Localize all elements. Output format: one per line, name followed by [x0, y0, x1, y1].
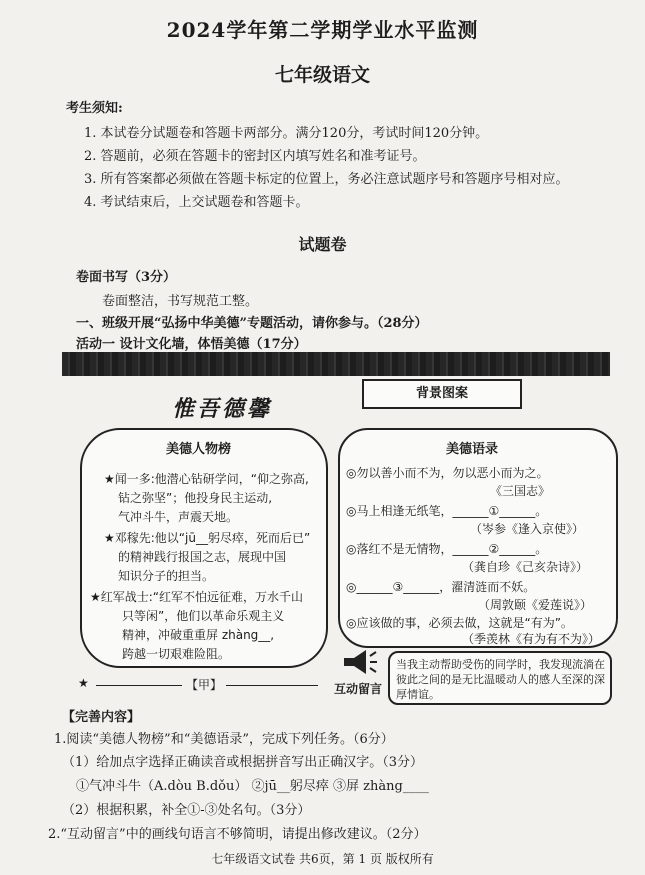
virtue-quotes-box: [338, 428, 618, 648]
banner-title: 惟吾德馨: [172, 396, 273, 422]
page-footer: 七年级语文试卷 共6页，第 1 页 版权所有: [211, 852, 434, 866]
questions-heading: 【完善内容】: [62, 710, 141, 725]
notice-item: 4. 考试结束后，上交试题卷和答题卡。: [84, 195, 309, 210]
box-line: ★红军战士:“红军不怕远征难，万水千山: [90, 590, 304, 604]
banner-strip: [62, 352, 610, 376]
notice-heading: 考生须知:: [66, 101, 123, 116]
quote-source: （季羡林《有为有不为》）: [462, 632, 601, 646]
quote-line: ◎______③______，濯清涟而不妖。: [346, 580, 536, 594]
virtue-quotes-heading: 美德语录: [446, 442, 499, 457]
message-text: 当我主动帮助受伤的同学时，我发现流淌在彼此之间的是无比温暖动人的感人至深的深厚情谊。: [396, 658, 605, 701]
question-2: 2.“互动留言”中的画线句语言不够简明，请提出修改建议。（2分）: [48, 827, 427, 842]
question-1-1: （1）给加点字选择正确读音或根据拼音写出正确汉字。（3分）: [62, 755, 424, 770]
banner-tab: 背景图案: [362, 379, 522, 409]
question-1: 1.阅读“美德人物榜”和“美德语录”，完成下列任务。（6分）: [54, 732, 394, 747]
handwriting-label: 卷面书写（3分）: [76, 270, 177, 285]
quote-line: ◎应该做的事，必须去做，这就是“有为”。: [346, 616, 573, 630]
quote-line: ◎勿以善小而不为，勿以恶小而为之。: [346, 466, 549, 480]
subject-title: 七年级语文: [274, 64, 370, 86]
box-line: 只等闲”，他们以革命乐观主义: [122, 609, 285, 623]
quote-source: （龚自珍《己亥杂诗》）: [462, 560, 589, 574]
box-line: 气冲斗牛，声震天地。: [118, 510, 239, 524]
notice-item: 3. 所有答案都必须做在答题卡标定的位置上，务必注意试题序号和答题序号相对应。: [84, 172, 569, 187]
quote-line: ◎落红不是无情物，______②______。: [346, 542, 548, 556]
exam-title: 2024学年第二学期学业水平监测: [166, 18, 479, 42]
notice-item: 1. 本试卷分试题卷和答题卡两部分。满分120分，考试时间120分钟。: [84, 126, 489, 141]
virtue-people-box: [80, 428, 328, 668]
message-label: 互动留言: [334, 682, 383, 696]
question-1-2: （2）根据积累，补全①-③处名句。（3分）: [62, 803, 311, 818]
box-line: 精神，冲破重重屏 zhàng__,: [122, 628, 275, 642]
left-footer-label: 【甲】: [182, 676, 226, 693]
activity1-title: 活动一 设计文化墙，体悟美德（17分）: [76, 337, 307, 352]
box-line: ★邓稼先:他以“jū__躬尽瘁，死而后已”: [104, 531, 311, 545]
part1-title: 一、班级开展“弘扬中华美德”专题活动，请你参与。（28分）: [76, 316, 428, 331]
section-title: 试题卷: [298, 235, 347, 254]
notice-item: 2. 答题前，必须在答题卡的密封区内填写姓名和准考证号。: [84, 149, 426, 164]
box-line: 跨越一切艰难险阻。: [122, 647, 231, 661]
question-1-1-options: ①气冲斗牛（A.dòu B.dǒu） ②jū__躬尽瘁 ③屏 zhàng____: [76, 779, 429, 794]
left-footer-star: ★: [78, 676, 89, 690]
virtue-people-heading: 美德人物榜: [166, 442, 232, 457]
box-line: 钻之弥坚”；他投身民主运动,: [118, 491, 273, 505]
box-line: ★闻一多:他潜心钻研学问，“仰之弥高,: [104, 472, 309, 486]
quote-source: 《三国志》: [490, 484, 551, 498]
handwriting-text: 卷面整洁，书写规范工整。: [102, 294, 259, 309]
box-line: 的精神践行报国之志，展现中国: [118, 550, 287, 564]
quote-source: （周敦颐《爱莲说》）: [478, 598, 593, 612]
box-line: 知识分子的担当。: [118, 569, 215, 583]
quote-source: （岑参《逢入京使》）: [470, 522, 585, 536]
megaphone-icon: [340, 648, 378, 676]
message-bubble: [388, 651, 612, 705]
quote-line: ◎马上相逢无纸笔，______①______。: [346, 504, 548, 518]
